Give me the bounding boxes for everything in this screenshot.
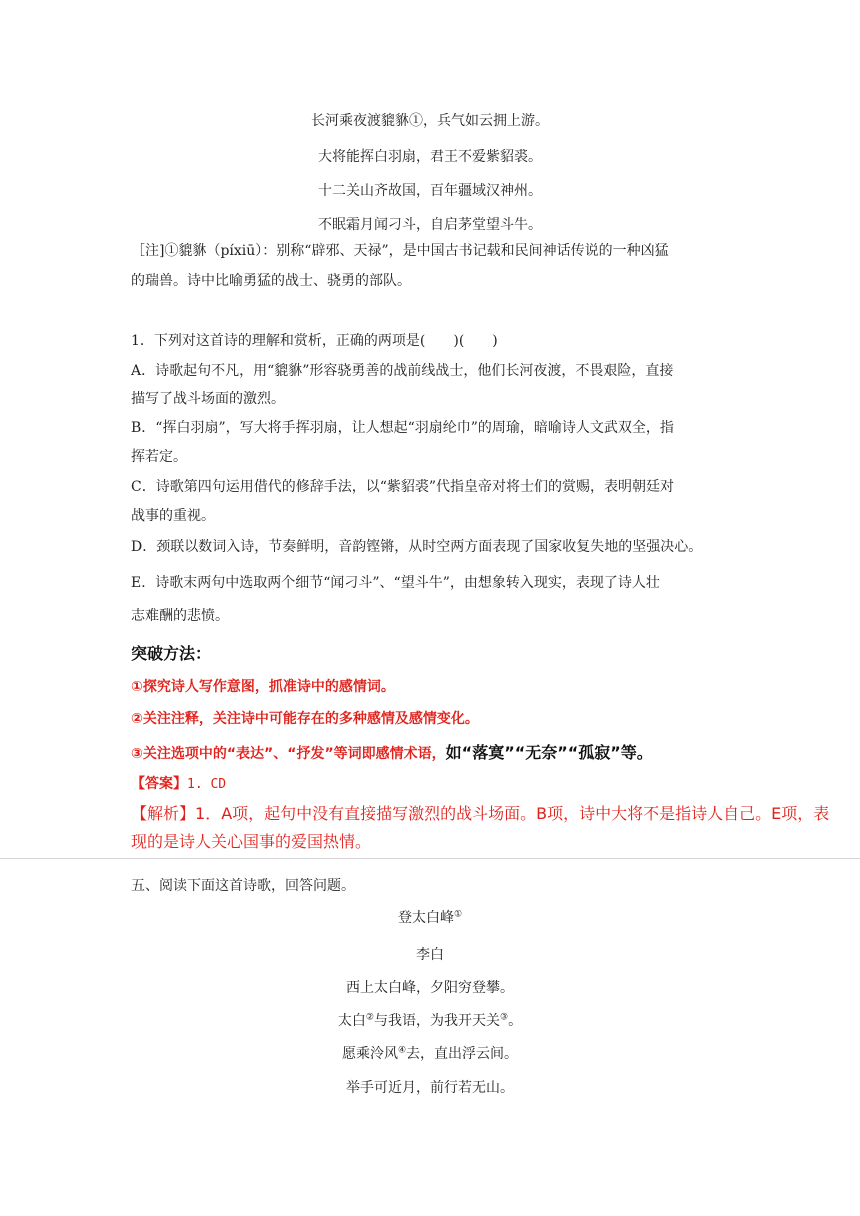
method-item-1: ①探究诗人写作意图，抓准诗中的感情词。 [131,679,395,695]
option-c-line-1: C．诗歌第四句运用借代的修辞手法，以“紫貂裘”代指皇帝对将士们的赏赐，表明朝廷对 [131,479,675,495]
method-item-3 [131,740,731,763]
option-c-line-2: 战事的重视。 [131,508,215,524]
poem2-title [0,907,860,927]
poem2-line-2-b: 与我语，为我开天关 [374,1013,500,1029]
poem2-author: 李白 [416,947,444,963]
analysis-tag: 【解析】 [131,804,196,823]
answer-line [131,773,731,793]
poem2-title-note: ① [453,909,463,920]
poem1-line-4: 不眠霜月闻刁斗，自启茅堂望斗牛。 [318,217,542,233]
option-a-line-1: A．诗歌起句不凡，用“貔貅”形容骁勇善的战前线战士，他们长河夜渡，不畏艰险，直接 [131,363,674,379]
poem2-line-2-a: 太白 [337,1013,366,1029]
poem1-note-line-1: ［注]①貔貅（píxiū）：别称“辟邪、天禄”，是中国古书记载和民间神话传说的一种凶猛 [131,243,669,259]
poem2-line-2 [0,1010,860,1030]
answer-value: 1. CD [187,777,227,792]
poem1-note-line-2: 的瑞兽。诗中比喻勇猛的战士、骁勇的部队。 [131,273,411,289]
poem2-line-1: 西上太白峰，夕阳穷登攀。 [346,980,514,996]
section-divider [0,858,860,859]
option-b-line-2: 挥若定。 [131,449,187,465]
option-e-line-1: E．诗歌末两句中选取两个细节“闻刁斗”、“望斗牛”，由想象转入现实，表现了诗人壮 [131,575,660,591]
poem1-line-2: 大将能挥白羽扇，君王不爱紫貂裘。 [318,149,542,165]
method-item-3-black: 如“落寞”“无奈”“孤寂”等。 [445,743,653,762]
method-item-2: ②关注注释，关注诗中可能存在的多种感情及感情变化。 [131,711,479,727]
poem2-line-4: 举手可近月，前行若无山。 [346,1080,514,1096]
analysis-text: 1．A项，起句中没有直接描写激烈的战斗场面。B项，诗中大将不是指诗人自己。E项，表现的是诗人关心国事的爱国热情。 [131,804,830,851]
answer-tag: 【答案】 [131,776,187,792]
poem2-line-3-a: 愿乘泠风 [341,1046,398,1062]
poem1-line-3: 十二关山齐故国，百年疆域汉神州。 [318,183,542,199]
poem2-line-3-b: 去，直出浮云间。 [406,1046,519,1062]
method-item-3-red: ③关注选项中的“表达”、“抒发”等词即感情术语， [131,746,446,762]
option-a-line-2: 描写了战斗场面的激烈。 [131,391,285,407]
poem2-line-2-note-b: ③ [500,1012,509,1023]
question-stem: 1．下列对这首诗的理解和赏析，正确的两项是( )( ) [131,333,498,349]
option-e-line-2: 志难酬的悲愤。 [131,608,229,624]
poem2-line-3-note: ④ [397,1045,407,1056]
analysis-block [131,800,841,856]
poem1-line-1: 长河乘夜渡貔貅①，兵气如云拥上游。 [311,113,549,129]
option-b-line-1: B．“挥白羽扇”，写大将手挥羽扇，让人想起“羽扇纶巾”的周瑜，暗喻诗人文武双全，指 [131,420,674,436]
poem2-line-3 [0,1043,860,1063]
poem2-line-2-c: 。 [508,1013,523,1029]
poem2-title-text: 登太白峰 [397,910,454,926]
section5-intro: 五、阅读下面这首诗歌，回答问题。 [131,878,355,894]
option-d-line-1: D．颈联以数词入诗，节奏鲜明，音韵铿锵，从时空两方面表现了国家收复失地的坚强决心。 [131,539,703,555]
method-title: 突破方法： [131,644,212,663]
poem2-line-2-note-a: ② [365,1012,374,1023]
